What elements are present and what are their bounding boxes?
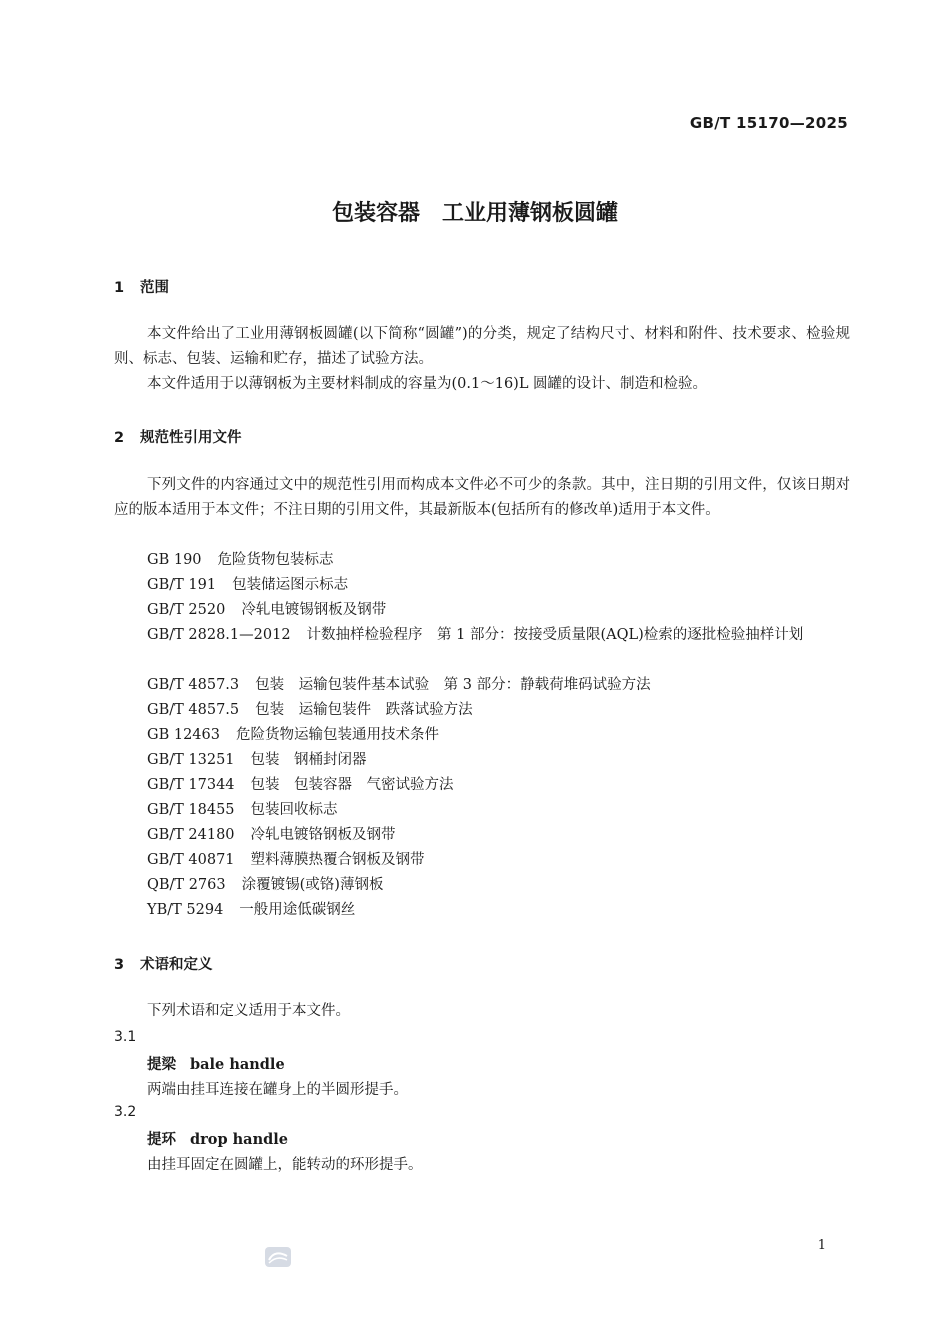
section-title: 范围 (140, 280, 169, 296)
sac-watermark-icon (264, 1244, 292, 1270)
reference-title: 包装 运输包装件 跌落试验方法 (255, 702, 473, 718)
reference-title: 计数抽样检验程序 第 1 部分：按接受质量限(AQL)检索的逐批检验抽样计划 (306, 627, 804, 643)
reference-item (147, 798, 338, 823)
section-number: 3 (114, 957, 125, 973)
reference-item (147, 673, 651, 698)
reference-title: 涂覆镀锡(或铬)薄钢板 (241, 877, 384, 893)
term-name-en: drop handle (190, 1131, 288, 1148)
title-part-2: 工业用薄钢板圆罐 (442, 201, 619, 226)
scope-paragraph-2: 本文件适用于以薄钢板为主要材料制成的容量为(0.1～16)L 圆罐的设计、制造和检验。 (147, 376, 708, 392)
reference-title: 包装回收标志 (250, 802, 338, 818)
reference-code: GB/T 40871 (147, 852, 235, 868)
reference-code: GB/T 191 (147, 577, 217, 593)
document-title (0, 196, 950, 227)
term-definition: 两端由挂耳连接在罐身上的半圆形提手。 (147, 1082, 408, 1098)
reference-item (147, 748, 367, 773)
reference-title: 包装 钢桶封闭器 (250, 752, 367, 768)
reference-title: 危险货物运输包装通用技术条件 (235, 727, 439, 743)
reference-title: 一般用途低碳钢丝 (239, 902, 356, 918)
reference-item (147, 573, 348, 598)
section-title: 术语和定义 (140, 957, 213, 973)
term-name-zh: 提环 (147, 1132, 176, 1148)
reference-title: 塑料薄膜热覆合钢板及钢带 (250, 852, 425, 868)
reference-title: 包装 运输包装件基本试验 第 3 部分：静载荷堆码试验方法 (255, 677, 651, 693)
reference-item (147, 698, 473, 723)
section-number: 2 (114, 430, 125, 446)
reference-item (147, 823, 396, 848)
reference-title: 冷轧电镀锡钢板及钢带 (241, 602, 387, 618)
title-part-1: 包装容器 (331, 201, 420, 226)
term-number: 3.2 (114, 1104, 137, 1120)
reference-code: GB/T 13251 (147, 752, 235, 768)
reference-code: GB/T 2828.1—2012 (147, 627, 291, 643)
reference-item (147, 848, 425, 873)
section-3-heading (114, 953, 213, 974)
reference-item (147, 873, 383, 898)
section-title: 规范性引用文件 (140, 430, 242, 446)
reference-code: GB/T 18455 (147, 802, 235, 818)
reference-title: 危险货物包装标志 (217, 552, 334, 568)
term-definition: 由挂耳固定在圆罐上，能转动的环形提手。 (147, 1157, 423, 1173)
scope-paragraph-1: 本文件给出了工业用薄钢板圆罐(以下简称“圆罐”)的分类，规定了结构尺寸、材料和附件、技术要求、检验规则、标志、包装、运输和贮存，描述了试验方法。 (114, 326, 850, 367)
section-number: 1 (114, 280, 125, 296)
reference-code: QB/T 2763 (147, 877, 226, 893)
term-name-en: bale handle (190, 1056, 285, 1073)
standard-number: GB/T 15170—2025 (689, 114, 848, 132)
section-1-heading (114, 276, 169, 297)
term-name (147, 1053, 285, 1074)
reference-code: GB/T 24180 (147, 827, 235, 843)
reference-item (147, 773, 454, 798)
page-number: 1 (817, 1238, 826, 1253)
reference-code: GB/T 4857.3 (147, 677, 240, 693)
reference-item (147, 723, 439, 748)
reference-title: 冷轧电镀铬钢板及钢带 (250, 827, 396, 843)
reference-title: 包装储运图示标志 (232, 577, 349, 593)
terms-intro: 下列术语和定义适用于本文件。 (147, 1003, 350, 1019)
reference-code: GB 12463 (147, 727, 220, 743)
term-name-zh: 提梁 (147, 1057, 176, 1073)
reference-code: GB/T 2520 (147, 602, 226, 618)
reference-code: GB/T 17344 (147, 777, 235, 793)
reference-code: GB/T 4857.5 (147, 702, 240, 718)
reference-item (114, 623, 850, 648)
term-name (147, 1128, 288, 1149)
reference-item (147, 548, 334, 573)
reference-code: YB/T 5294 (147, 902, 224, 918)
term-number: 3.1 (114, 1029, 137, 1045)
reference-item (147, 898, 355, 923)
reference-code: GB 190 (147, 552, 202, 568)
reference-title: 包装 包装容器 气密试验方法 (250, 777, 454, 793)
reference-item (147, 598, 386, 623)
section-2-heading (114, 426, 242, 447)
references-intro: 下列文件的内容通过文中的规范性引用而构成本文件必不可少的条款。其中，注日期的引用文件，仅该日期对应的版本适用于本文件；不注日期的引用文件，其最新版本(包括所有的修改单)适用于本文件。 (114, 477, 850, 518)
